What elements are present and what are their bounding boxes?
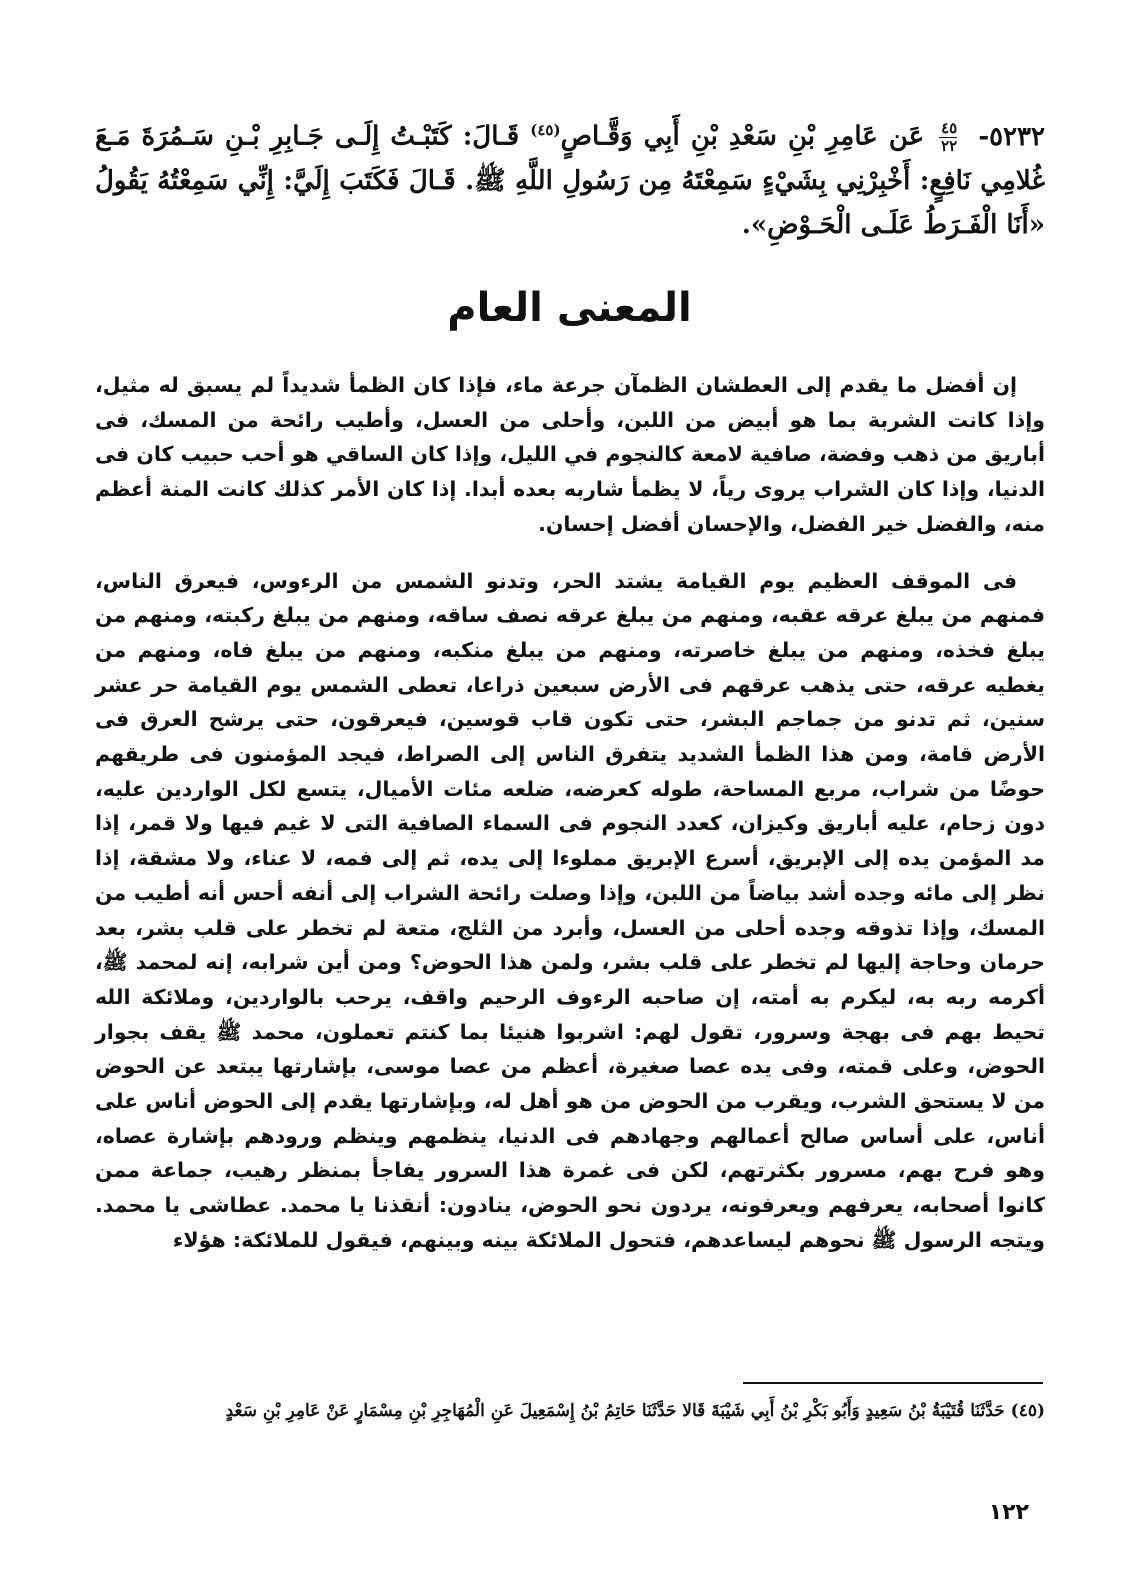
- footnote-divider: [743, 1382, 1043, 1384]
- fraction-bottom: ٢٢: [941, 137, 958, 156]
- hadith-isnad: عَن عَامِرِ بْنِ سَعْدِ بْنِ أَبِي وَقَّـاصٍ: [560, 121, 925, 152]
- hadith-number: ٥٢٣٢-: [978, 121, 1045, 152]
- section-title: المعنى العام: [447, 285, 692, 331]
- footnote-reference[interactable]: (٤٥): [530, 121, 561, 139]
- hadith-matn: قَـالَ: كَتَبْـتُ إِلَـى جَـابِرِ بْـنِ سَـمُرَةَ مَـعَ غُلامِي نَافِعٍ: أَخْبِرْنِي بِشَيْءٍ سَمِعْتَهُ مِن رَسُولِ اللَّهِ ﷺ. قَـالَ فَكَتَبَ إِلَيَّ: إِنِّي سَمِعْتُهُ يَقُولُ «أَنَا الْفَـرَطُ عَلَـى الْحَـوْضِ».: [95, 121, 1045, 240]
- hadith-text: [95, 108, 1045, 247]
- commentary-body: [95, 368, 1045, 1258]
- footnote-text: حَدَّثَنَا قُتَيْبَةُ بْنُ سَعِيدٍ وَأَبُو بَكْرِ بْنُ أَبِي شَيْبَةَ قَالا حَدَّثَنَا حَاتِمُ بْنُ إِسْمَعِيلَ عَنِ الْمُهَاجِرِ بْنِ مِسْمَارٍ عَنْ عَامِرِ بْنِ سَعْدٍ: [225, 1401, 1005, 1421]
- footnote-number: (٤٥): [1010, 1401, 1045, 1421]
- paragraph: إن أفضل ما يقدم إلى العطشان الظمآن جرعة ماء، فإذا كان الظمأ شديداً لم يسبق له مثيل، وإذا كانت الشربة بما هو أبيض من اللبن، وأحلى من العسل، وأطيب رائحة من المسك، فى أباريق من ذهب وفضة، صافية لامعة كالنجوم في الليل، وإذا كان الساقي هو أحب حبيب كان فى الدنيا، وإذا كان الشراب يروى رياً، لا يظمأ شاربه بعده أبدا. إذا كان الأمر كذلك كانت المنة أعظم منه، والفضل خير الفضل، والإحسان أفضل إحسان.: [95, 373, 1045, 536]
- paragraph: فى الموقف العظيم يوم القيامة يشتد الحر، وتدنو الشمس من الرءوس، فيعرق الناس، فمنهم من يبلغ عرقه عقبه، ومنهم من يبلغ عرقه نصف ساقه، ومنهم من يبلغ ركبته، ومنهم من يبلغ فخذه، ومنهم من يبلغ خاصرته، ومنهم من يبلغ منكبه، ومنهم من يبلغ فاه، ومنهم من يغطيه عرقه، حتى يذهب عرقهم فى الأرض سبعين ذراعا، تعطى الشمس يوم القيامة حر عشر سنين، ثم تدنو من جماجم البشر، حتى تكون قاب قوسين، فيعرقون، حتى يرشح العرق فى الأرض قامة، ومن هذا الظمأ الشديد يتفرق الناس إلى الصراط، فيجد المؤمنون فى طريقهم حوضًا من شراب، مربع المساحة، طوله كعرضه، ضلعه مئات الأميال، يتسع لكل الواردين عليه، دون زحام، عليه أباريق وكيزان، كعدد النجوم فى السماء الصافية التى لا غيم فيها ولا قمر، إذا مد المؤمن يده إلى الإبريق، أسرع الإبريق مملوءا إلى يده، ثم إلى فمه، لا عناء، ولا مشقة، إذا نظر إلى مائه وجده أشد بياضاً من اللبن، وإذا وصلت رائحة الشراب إلى أنفه أحس أنه أطيب من المسك، وإذا تذوقه وجده أحلى من العسل، وأبرد من الثلج، متعة لم تخطر على قلب بشر، بعد حرمان وحاجة إليها لم تخطر على قلب بشر، ولمن هذا الحوض؟ ومن أين شرابه، إنه لمحمد ﷺ، أكرمه ربه به، ليكرم به أمته، إن صاحبه الرءوف الرحيم واقف، يرحب بالواردين، وملائكة الله تحيط بهم فى بهجة وسرور، تقول لهم: اشربوا هنيئا بما كنتم تعملون، محمد ﷺ يقف بجوار الحوض، وعلى قمته، وفى يده عصا صغيرة، أعظم من عصا موسى، بإشارتها يبتعد عن الحوض من لا يستحق الشرب، ويقرب من الحوض من هو أهل له، وبإشارتها يقدم إلى الحوض أناس على أناس، على أساس صالح أعمالهم وجهادهم فى الدنيا، ينظمهم وينظم ورودهم بإشارة عصاه، وهو فرح بهم، مسرور بكثرتهم، لكن فى غمرة هذا السرور يفاجأ بمنظر رهيب، جماعة ممن كانوا أصحابه، يعرفهم ويعرفونه، يردون نحو الحوض، ينادون: أنقذنا يا محمد. عطاشى يا محمد. ويتجه الرسول ﷺ نحوهم ليساعدهم، فتحول الملائكة بينه وبينهم، فيقول للملائكة: هؤلاء: [95, 568, 1045, 1252]
- hadith-cross-reference: [939, 121, 957, 154]
- footnote: [95, 1398, 1045, 1424]
- page-number: ١٢٢: [988, 1500, 1029, 1525]
- fraction-top: ٤٥: [941, 119, 958, 138]
